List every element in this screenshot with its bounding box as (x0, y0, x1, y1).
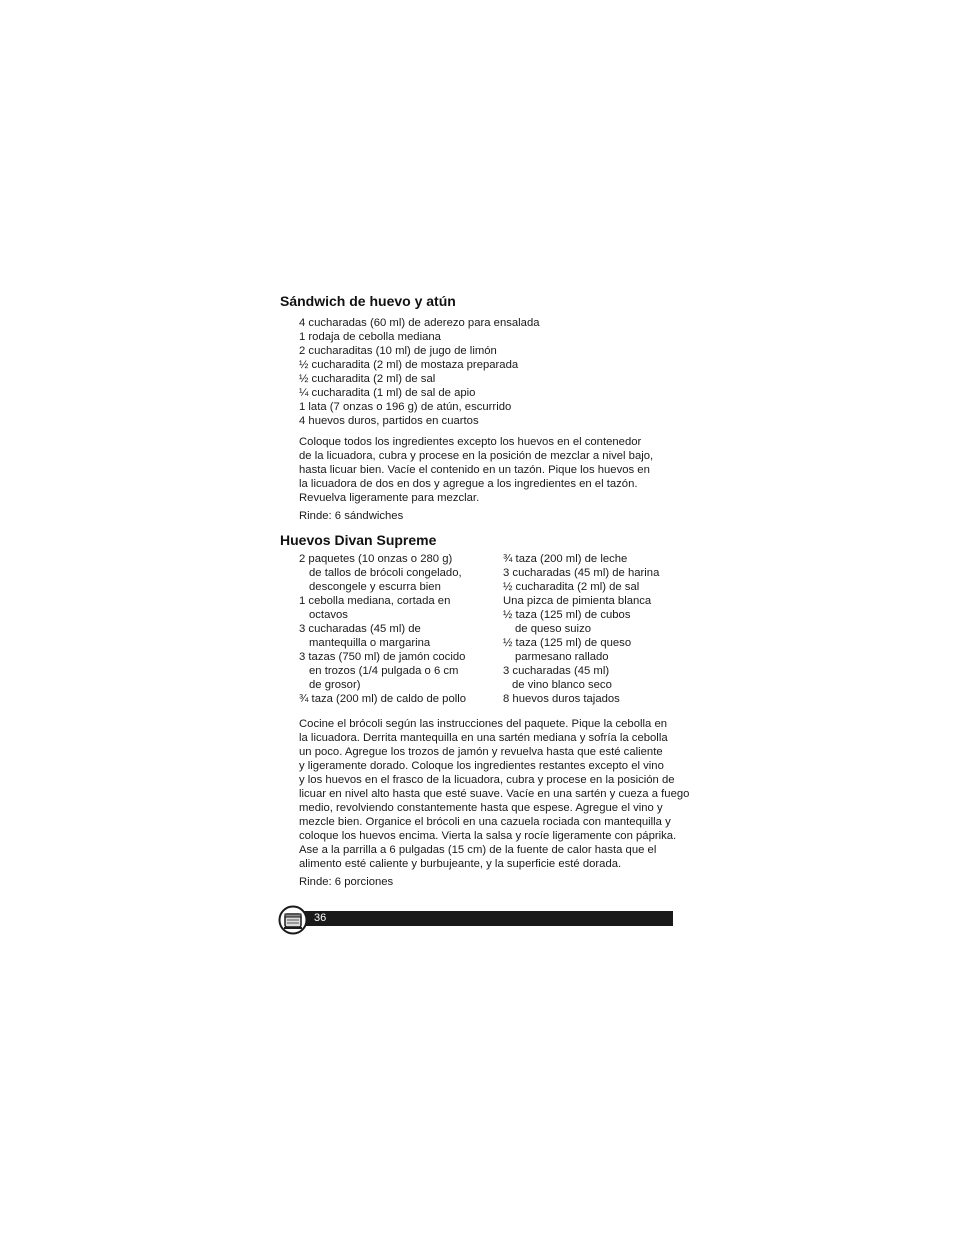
ingredient-item: parmesano rallado (515, 651, 609, 663)
recipe-yield (299, 509, 403, 523)
recipe-yield (299, 875, 393, 889)
ingredient-list-left (299, 552, 466, 706)
instruction-line: mezcle bien. Organice el brócoli en una cazuela rociada con mantequilla y (299, 816, 671, 828)
ingredient-item: ½ taza (125 ml) de cubos (503, 609, 631, 621)
ingredient-item: de vino blanco seco (512, 679, 612, 691)
ingredient-item: de tallos de brócoli congelado, (309, 567, 462, 579)
instruction-line: y ligeramente dorado. Coloque los ingredientes restantes excepto el vino (299, 760, 664, 772)
yield-text: Rinde: 6 sándwiches (299, 510, 404, 522)
ingredient-item: octavos (309, 609, 348, 621)
instructions-paragraph (299, 717, 689, 871)
ingredient-list (299, 316, 540, 428)
instruction-line: de la licuadora, cubra y procese en la posición de mezclar a nivel bajo, (299, 450, 654, 462)
ingredient-item: 8 huevos duros tajados (503, 693, 620, 705)
yield-text: Rinde: 6 porciones (299, 876, 394, 888)
ingredient-item: de queso suizo (515, 623, 591, 635)
instruction-line: Cocine el brócoli según las instrucciones del paquete. Pique la cebolla en (299, 718, 668, 730)
instruction-line: un poco. Agregue los trozos de jamón y revuelva hasta que esté caliente (299, 746, 663, 758)
instruction-line: hasta licuar bien. Vacíe el contenido en un tazón. Pique los huevos en (299, 464, 650, 476)
ingredient-item: ¼ cucharadita (1 ml) de sal de apio (299, 387, 476, 399)
ingredient-item: en trozos (1/4 pulgada o 6 cm (309, 665, 459, 677)
ingredient-item: 4 cucharadas (60 ml) de aderezo para ensalada (299, 317, 540, 329)
instruction-line: la licuadora. Derrita mantequilla en una sartén mediana y sofría la cebolla (299, 732, 668, 744)
ingredient-item: 3 tazas (750 ml) de jamón cocido (299, 651, 466, 663)
ingredient-item: 4 huevos duros, partidos en cuartos (299, 415, 479, 427)
ingredient-item: ½ taza (125 ml) de queso (503, 637, 632, 649)
ingredient-item: 3 cucharadas (45 ml) de harina (503, 567, 660, 579)
ingredient-item: ¾ taza (200 ml) de caldo de pollo (299, 693, 467, 705)
ingredient-item: 3 cucharadas (45 ml) de (299, 623, 421, 635)
blender-icon (278, 905, 308, 935)
ingredient-item: 1 rodaja de cebolla mediana (299, 331, 441, 343)
instruction-line: la licuadora de dos en dos y agregue a los ingredientes en el tazón. (299, 478, 638, 490)
recipe-title-tuna-egg-sandwich: Sándwich de huevo y atún (280, 293, 456, 309)
ingredient-item: ½ cucharadita (2 ml) de sal (299, 373, 436, 385)
instructions-paragraph (299, 435, 653, 505)
ingredient-item: de grosor) (309, 679, 361, 691)
instruction-line: medio, revolviendo constantemente hasta que espese. Agregue el vino y (299, 802, 663, 814)
instruction-line: coloque los huevos encima. Vierta la salsa y rocíe ligeramente con páprika. (299, 830, 677, 842)
ingredient-item: ¾ taza (200 ml) de leche (503, 553, 628, 565)
ingredient-item: descongele y escurra bien (309, 581, 441, 593)
instruction-line: Revuelva ligeramente para mezclar. (299, 492, 480, 504)
instruction-line: Ase a la parrilla a 6 pulgadas (15 cm) de la fuente de calor hasta que el (299, 844, 657, 856)
ingredient-item: 1 lata (7 onzas o 196 g) de atún, escurrido (299, 401, 512, 413)
ingredient-list-right (503, 552, 659, 706)
ingredient-item: mantequilla o margarina (309, 637, 431, 649)
page-number: 36 (314, 912, 327, 924)
ingredient-item: 2 cucharaditas (10 ml) de jugo de limón (299, 345, 497, 357)
instruction-line: Coloque todos los ingredientes excepto los huevos en el contenedor (299, 436, 642, 448)
ingredient-item: ½ cucharadita (2 ml) de sal (503, 581, 640, 593)
instruction-line: alimento esté caliente y burbujeante, y la superficie esté dorada. (299, 858, 622, 870)
instruction-line: y los huevos en el frasco de la licuadora, cubra y procese en la posición de (299, 774, 675, 786)
footer-bar (296, 911, 673, 926)
ingredient-item: ½ cucharadita (2 ml) de mostaza preparada (299, 359, 519, 371)
ingredient-item: 3 cucharadas (45 ml) (503, 665, 610, 677)
ingredient-item: 2 paquetes (10 onzas o 280 g) (299, 553, 453, 565)
ingredient-item: 1 cebolla mediana, cortada en (299, 595, 451, 607)
ingredient-item: Una pizca de pimienta blanca (503, 595, 652, 607)
recipe-title-huevos-divan: Huevos Divan Supreme (280, 532, 437, 548)
instruction-line: licuar en nivel alto hasta que esté suave. Vacíe en una sartén y cueza a fuego (299, 788, 690, 800)
